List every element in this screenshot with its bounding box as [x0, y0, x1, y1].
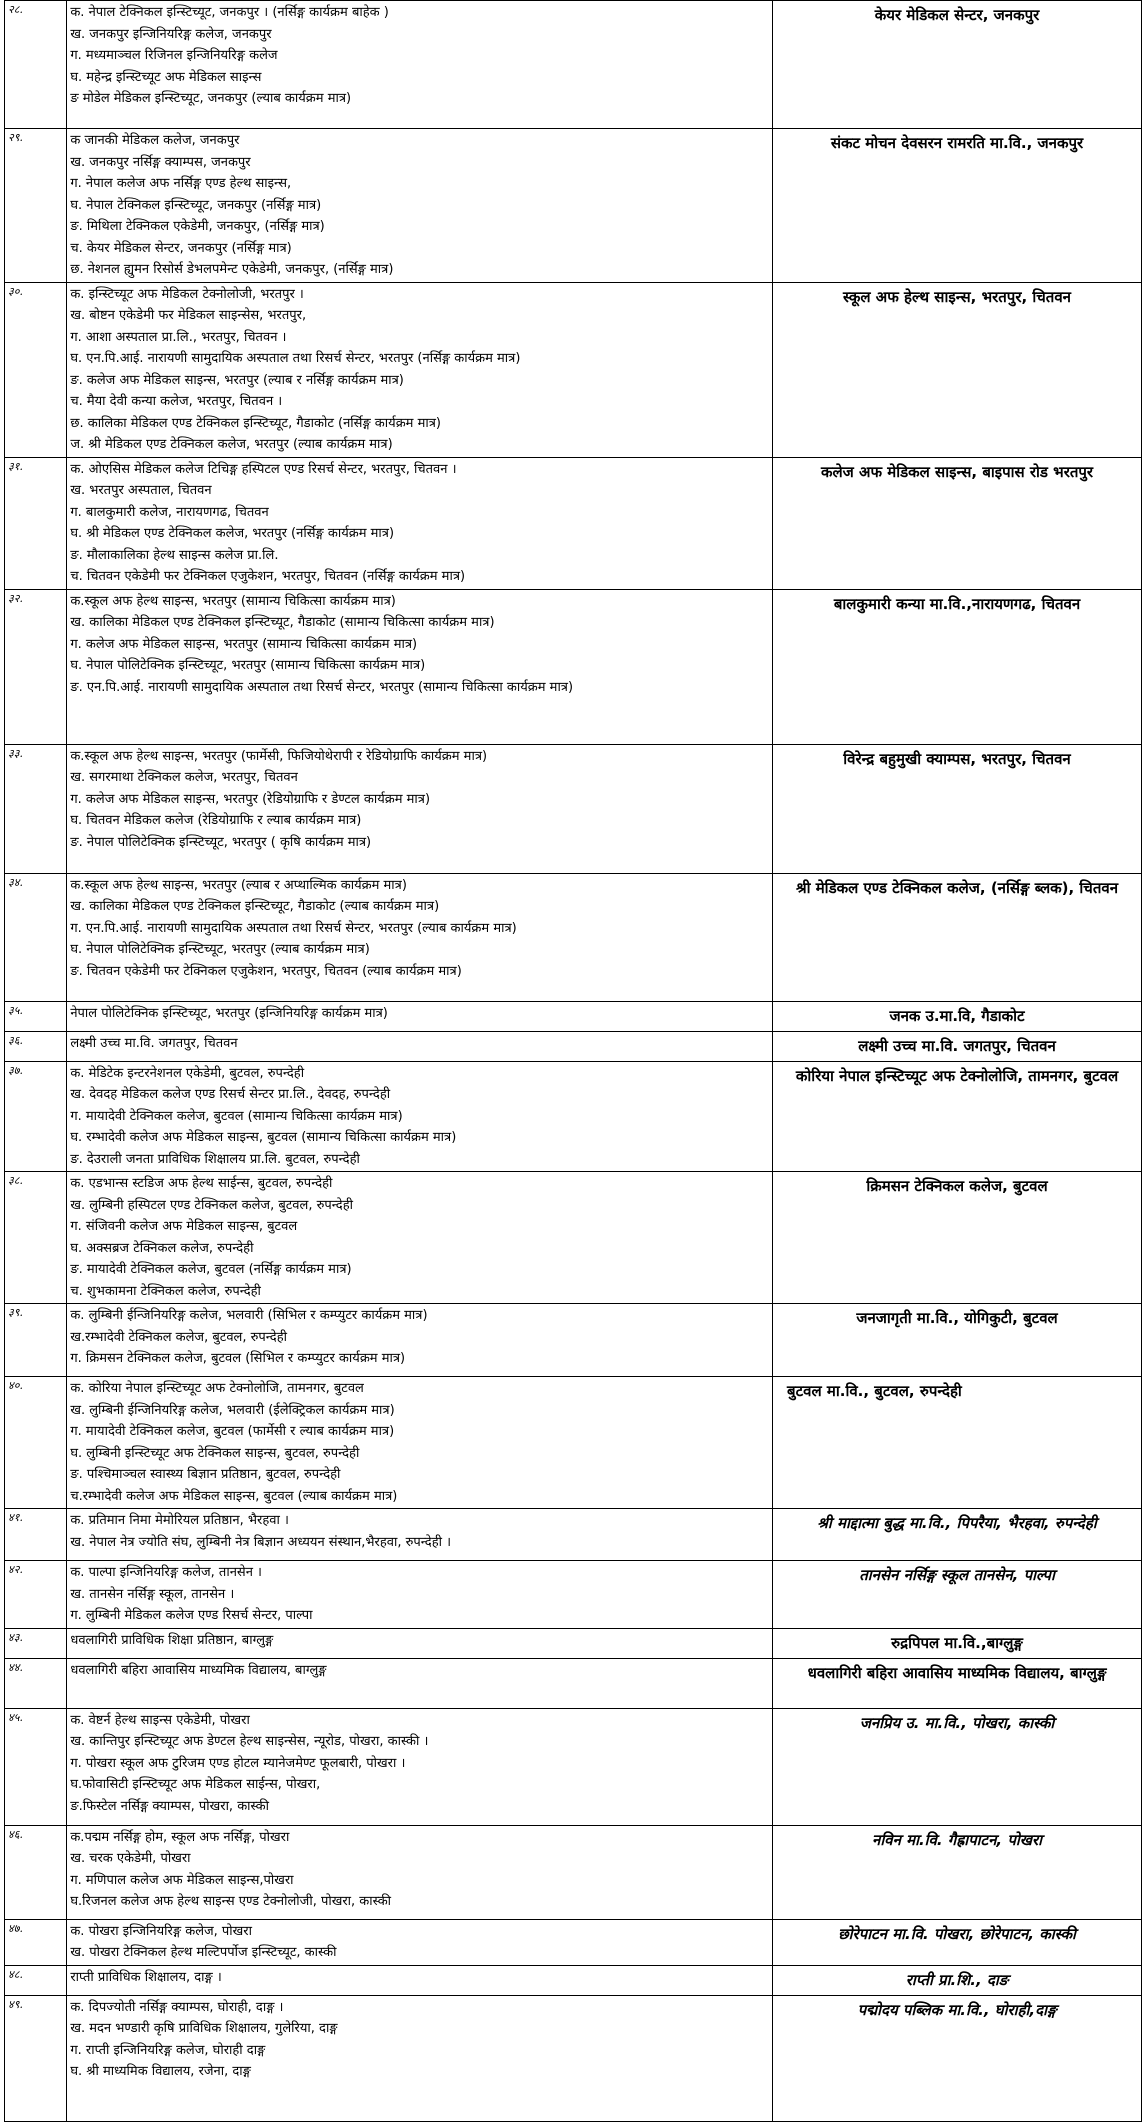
institution-item: क. प्रतिमान निमा मेमोरियल प्रतिष्ठान, भैरहवा ।	[70, 1513, 289, 1528]
institution-item: ङ. नेपाल पोलिटेक्निक इन्स्टिच्यूट, भरतपुर ( कृषि कार्यक्रम मात्र)	[70, 834, 372, 850]
exam-center: राप्ती प्रा.शि., दाङ	[773, 1965, 1142, 1995]
exam-center: नविन मा.वि. गैह्रापाटन, पोखरा	[773, 1825, 1142, 1919]
row-number: ३०.	[5, 282, 67, 457]
institution-item: धवलागिरी प्राविधिक शिक्षा प्रतिष्ठान, बाग्लुङ्ग	[70, 1632, 274, 1648]
table-row	[5, 1995, 1142, 2121]
institution-list	[67, 873, 773, 1001]
row-number: ४३.	[5, 1628, 67, 1658]
exam-center: श्री माद्दात्मा बुद्ध मा.वि., पिपरैया, भैरहवा, रुपन्देही	[773, 1509, 1142, 1561]
institution-list	[67, 1509, 773, 1561]
institution-list	[67, 1919, 773, 1965]
institution-item: घ. नेपाल टेक्निकल इन्स्टिच्यूट, जनकपुर (नर्सिङ्ग मात्र)	[70, 197, 322, 213]
institution-item: घ. श्री मेडिकल एण्ड टेक्निकल कलेज, भरतपुर (नर्सिङ्ग कार्यक्रम मात्र)	[70, 526, 395, 541]
institution-item: ख.रम्भादेवी टेक्निकल कलेज, बुटवल, रुपन्देही	[70, 1329, 287, 1345]
institution-item: नेपाल पोलिटेक्निक इन्स्टिच्यूट, भरतपुर (इन्जिनियरिङ्ग कार्यक्रम मात्र)	[70, 1005, 388, 1021]
institution-item: घ. एन.पि.आई. नारायणी सामुदायिक अस्पताल तथा रिसर्च सेन्टर, भरतपुर (नर्सिङ्ग कार्यक्रम मात्र)	[70, 351, 521, 366]
exam-center: लक्ष्मी उच्च मा.वि. जगतपुर, चितवन	[773, 1031, 1142, 1061]
exam-center: पद्मोदय पब्लिक मा.वि., घोराही,दाङ्ग	[773, 1995, 1142, 2121]
institution-item: ख. सगरमाथा टेक्निकल कलेज, भरतपुर, चितवन	[70, 770, 298, 785]
institution-item: ख. पोखरा टेक्निकल हेल्थ मल्टिपर्पोज इन्स्टिच्यूट, कास्की	[70, 1945, 337, 1960]
institution-list	[67, 1628, 773, 1658]
exam-center: केयर मेडिकल सेन्टर, जनकपुर	[773, 1, 1142, 129]
institution-list	[67, 457, 773, 589]
institution-item: ङ. मायादेवी टेक्निकल कलेज, बुटवल (नर्सिङ्ग कार्यक्रम मात्र)	[70, 1262, 352, 1277]
row-number: ३८.	[5, 1172, 67, 1304]
institution-list	[67, 1031, 773, 1061]
row-number: ३७.	[5, 1061, 67, 1172]
institution-item: ग. आशा अस्पताल प्रा.लि., भरतपुर, चितवन ।	[70, 329, 287, 345]
institution-item: घ. नेपाल पोलिटेक्निक इन्स्टिच्यूट, भरतपुर (सामान्य चिकित्सा कार्यक्रम मात्र)	[70, 658, 426, 673]
exam-center: क्रिमसन टेक्निकल कलेज, बुटवल	[773, 1172, 1142, 1304]
institution-list	[67, 1561, 773, 1629]
institution-item: ङ. मिथिला टेक्निकल एकेडेमी, जनकपुर, (नर्सिङ्ग मात्र)	[70, 219, 325, 234]
institution-item: ग. कलेज अफ मेडिकल साइन्स, भरतपुर (सामान्य चिकित्सा कार्यक्रम मात्र)	[70, 636, 418, 652]
row-number: ४१.	[5, 1509, 67, 1561]
table-row	[5, 1825, 1142, 1919]
institution-item: ङ.फिस्टेल नर्सिङ्ग क्याम्पस, पोखरा, कास्की	[70, 1798, 269, 1814]
institution-item: घ.रिजनल कलेज अफ हेल्थ साइन्स एण्ड टेक्नोलोजी, पोखरा, कास्की	[70, 1894, 392, 1909]
table-row	[5, 744, 1142, 873]
table-row	[5, 282, 1142, 457]
institution-item: ख. लुम्बिनी ईन्जिनियरिङ्ग कलेज, भलवारी (ईलेक्ट्रिकल कार्यक्रम मात्र)	[70, 1402, 395, 1418]
row-number: ४८.	[5, 1965, 67, 1995]
institution-item: ङ. कलेज अफ मेडिकल साइन्स, भरतपुर (ल्याब र नर्सिङ्ग कार्यक्रम मात्र)	[70, 372, 404, 388]
institution-item: क. वेष्टर्न हेल्थ साइन्स एकेडेमी, पोखरा	[70, 1712, 250, 1728]
institution-item: क. कोरिया नेपाल इन्स्टिच्यूट अफ टेक्नोलोजि, तामनगर, बुटवल	[70, 1381, 364, 1396]
table-row	[5, 1001, 1142, 1031]
institution-list	[67, 744, 773, 873]
institution-item: घ.फोवासिटी इन्स्टिच्यूट अफ मेडिकल साईन्स, पोखरा,	[70, 1777, 321, 1792]
institution-list	[67, 1658, 773, 1708]
institution-item: क.स्कूल अफ हेल्थ साइन्स, भरतपुर (सामान्य चिकित्सा कार्यक्रम मात्र)	[70, 593, 396, 609]
institution-item: छ. कालिका मेडिकल एण्ड टेक्निकल इन्स्टिच्यूट, गैडाकोट (नर्सिङ्ग कार्यक्रम मात्र)	[70, 415, 441, 431]
row-number: ३३.	[5, 744, 67, 873]
institution-item: धवलागिरी बहिरा आवासिय माध्यमिक विद्यालय, बाग्लुङ्ग	[70, 1662, 327, 1678]
institution-item: घ. नेपाल पोलिटेक्निक इन्स्टिच्यूट, भरतपुर (ल्याब कार्यक्रम मात्र)	[70, 942, 370, 957]
exam-center: जनप्रिय उ. मा.वि., पोखरा, कास्की	[773, 1708, 1142, 1825]
institution-item: क.पद्मम नर्सिङ्ग होम, स्कूल अफ नर्सिङ्ग, पोखरा	[70, 1829, 290, 1845]
institution-item: ग. नेपाल कलेज अफ नर्सिङ्ग एण्ड हेल्थ साइन्स,	[70, 176, 292, 191]
institution-item: ख. जनकपुर इन्जिनियरिङ्ग कलेज, जनकपुर	[70, 26, 272, 42]
institution-item: ख. देवदह मेडिकल कलेज एण्ड रिसर्च सेन्टर प्रा.लि., देवदह, रुपन्देही	[70, 1087, 391, 1102]
institution-list	[67, 589, 773, 744]
institution-list	[67, 1995, 773, 2121]
institution-list	[67, 1708, 773, 1825]
exam-center: जनजागृती मा.वि., योगिकुटी, बुटवल	[773, 1304, 1142, 1377]
institution-item: ग. संजिवनी कलेज अफ मेडिकल साइन्स, बुटवल	[70, 1219, 298, 1234]
exam-center: संकट मोचन देवसरन रामरति मा.वि., जनकपुर	[773, 129, 1142, 283]
institution-item: ङ. एन.पि.आई. नारायणी सामुदायिक अस्पताल तथा रिसर्च सेन्टर, भरतपुर (सामान्य चिकित्सा कार्यक्रम मात्र)	[70, 679, 574, 695]
institution-item: ख. चरक एकेडेमी, पोखरा	[70, 1851, 191, 1866]
institution-item: च.रम्भादेवी कलेज अफ मेडिकल साइन्स, बुटवल (ल्याब कार्यक्रम मात्र)	[70, 1488, 398, 1504]
institution-item: क. इन्स्टिच्यूट अफ मेडिकल टेक्नोलोजी, भरतपुर ।	[70, 286, 304, 302]
institution-item: ग. लुम्बिनी मेडिकल कलेज एण्ड रिसर्च सेन्टर, पाल्पा	[70, 1608, 313, 1623]
institution-item: क.स्कूल अफ हेल्थ साइन्स, भरतपुर (ल्याब र अप्थाल्मिक कार्यक्रम मात्र)	[70, 877, 407, 893]
institution-item: ङ मोडेल मेडिकल इन्स्टिच्यूट, जनकपुर (ल्याब कार्यक्रम मात्र)	[70, 91, 352, 106]
institution-item: च. चितवन एकेडेमी फर टेक्निकल एजुकेशन, भरतपुर, चितवन (नर्सिङ्ग कार्यक्रम मात्र)	[70, 569, 466, 584]
table-row	[5, 1377, 1142, 1509]
institution-item: क. ओएसिस मेडिकल कलेज टिचिङ्ग हस्पिटल एण्ड रिसर्च सेन्टर, भरतपुर, चितवन ।	[70, 461, 457, 477]
institution-item: ख. लुम्बिनी हस्पिटल एण्ड टेक्निकल कलेज, बुटवल, रुपन्देही	[70, 1197, 353, 1213]
exam-center: श्री मेडिकल एण्ड टेक्निकल कलेज, (नर्सिङ्ग ब्लक), चितवन	[773, 873, 1142, 1001]
row-number: ३१.	[5, 457, 67, 589]
row-number: ४२.	[5, 1561, 67, 1629]
exam-center: जनक उ.मा.वि, गैडाकोट	[773, 1001, 1142, 1031]
row-number: ४७.	[5, 1919, 67, 1965]
exam-center: रुद्रपिपल मा.वि.,बाग्लुङ्ग	[773, 1628, 1142, 1658]
exam-center: बुटवल मा.वि., बुटवल, रुपन्देही	[773, 1377, 1142, 1509]
exam-center: कलेज अफ मेडिकल साइन्स, बाइपास रोड भरतपुर	[773, 457, 1142, 589]
table-row	[5, 1, 1142, 129]
institution-item: क. दिपज्योती नर्सिङ्ग क्याम्पस, घोराही, दाङ्ग ।	[70, 1999, 284, 2015]
institution-item: ग. कलेज अफ मेडिकल साइन्स, भरतपुर (रेडियोग्राफि र डेण्टल कार्यक्रम मात्र)	[70, 791, 431, 807]
institution-item: ज. श्री मेडिकल एण्ड टेक्निकल कलेज, भरतपुर (ल्याब कार्यक्रम मात्र)	[70, 437, 393, 452]
row-number: ३४.	[5, 873, 67, 1001]
institution-item: घ. रम्भादेवी कलेज अफ मेडिकल साइन्स, बुटवल (सामान्य चिकित्सा कार्यक्रम मात्र)	[70, 1130, 457, 1145]
table-row	[5, 1628, 1142, 1658]
exam-center: तानसेन नर्सिङ्ग स्कूल तानसेन, पाल्पा	[773, 1561, 1142, 1629]
exam-center: कोरिया नेपाल इन्स्टिच्यूट अफ टेक्नोलोजि, तामनगर, बुटवल	[773, 1061, 1142, 1172]
institution-item: ग. मध्यमाञ्चल रिजिनल इन्जिनियरिङ्ग कलेज	[70, 48, 278, 63]
exam-center: विरेन्द्र बहुमुखी क्याम्पस, भरतपुर, चितवन	[773, 744, 1142, 873]
row-number: ४६.	[5, 1825, 67, 1919]
institution-item: राप्ती प्राविधिक शिक्षालय, दाङ्ग ।	[70, 1969, 222, 1985]
institution-list	[67, 1965, 773, 1995]
institution-item: क. पोखरा इन्जिनियरिङ्ग कलेज, पोखरा	[70, 1923, 252, 1939]
institution-list	[67, 1001, 773, 1031]
institution-item: ग. क्रिमसन टेक्निकल कलेज, बुटवल (सिभिल र कम्प्युटर कार्यक्रम मात्र)	[70, 1351, 406, 1366]
institution-item: ङ. पश्चिमाञ्चल स्वास्थ्य बिज्ञान प्रतिष्ठान, बुटवल, रुपन्देही	[70, 1467, 341, 1482]
table-row	[5, 457, 1142, 589]
institution-item: ग. मणिपाल कलेज अफ मेडिकल साइन्स,पोखरा	[70, 1872, 294, 1888]
exam-center-table	[4, 0, 1142, 2122]
exam-center: छोरेपाटन मा.वि. पोखरा, छोरेपाटन, कास्की	[773, 1919, 1142, 1965]
institution-item: ख. कान्तिपुर इन्स्टिच्यूट अफ डेण्टल हेल्थ साइन्सेस, न्यूरोड, पोखरा, कास्की ।	[70, 1734, 429, 1749]
institution-item: ङ. चितवन एकेडेमी फर टेक्निकल एजुकेशन, भरतपुर, चितवन (ल्याब कार्यक्रम मात्र)	[70, 963, 462, 979]
institution-item: क. मेडिटेक इन्टरनेशनल एकेडेमी, बुटवल, रुपन्देही	[70, 1065, 305, 1081]
institution-item: क. पाल्पा इन्जिनियरिङ्ग कलेज, तानसेन ।	[70, 1565, 262, 1580]
row-number: ४०.	[5, 1377, 67, 1509]
row-number: ४५.	[5, 1708, 67, 1825]
row-number: ३६.	[5, 1031, 67, 1061]
institution-item: लक्ष्मी उच्च मा.वि. जगतपुर, चितवन	[70, 1035, 238, 1051]
institution-item: च. केयर मेडिकल सेन्टर, जनकपुर (नर्सिङ्ग मात्र)	[70, 240, 292, 256]
institution-list	[67, 1061, 773, 1172]
institution-list	[67, 1172, 773, 1304]
institution-item: ग. राप्ती इन्जिनियरिङ्ग कलेज, घोराही दाङ्ग	[70, 2042, 266, 2058]
exam-center: धवलागिरी बहिरा आवासिय माध्यमिक विद्यालय, बाग्लुङ्ग	[773, 1658, 1142, 1708]
table-row	[5, 589, 1142, 744]
table-row	[5, 1561, 1142, 1629]
row-number: ३५.	[5, 1001, 67, 1031]
row-number: २९.	[5, 129, 67, 283]
table-row	[5, 1919, 1142, 1965]
institution-list	[67, 1377, 773, 1509]
row-number: २८.	[5, 1, 67, 129]
table-row	[5, 1965, 1142, 1995]
institution-item: ख. जनकपुर नर्सिङ्ग क्याम्पस, जनकपुर	[70, 154, 251, 170]
institution-list	[67, 282, 773, 457]
exam-center: स्कूल अफ हेल्थ साइन्स, भरतपुर, चितवन	[773, 282, 1142, 457]
institution-item: ग. पोखरा स्कूल अफ टुरिजम एण्ड होटल म्यानेजमेण्ट फूलबारी, पोखरा ।	[70, 1755, 406, 1771]
table-row	[5, 873, 1142, 1001]
institution-item: ख. कालिका मेडिकल एण्ड टेक्निकल इन्स्टिच्यूट, गैडाकोट (ल्याब कार्यक्रम मात्र)	[70, 899, 440, 914]
institution-item: घ. महेन्द्र इन्स्टिच्यूट अफ मेडिकल साइन्स	[70, 69, 262, 85]
institution-item: क. लुम्बिनी ईन्जिनियरिङ्ग कलेज, भलवारी (सिभिल र कम्प्युटर कार्यक्रम मात्र)	[70, 1308, 428, 1323]
institution-item: ख. मदन भण्डारी कृषि प्राविधिक शिक्षालय, गुलेरिया, दाङ्ग	[70, 2021, 338, 2036]
institution-item: घ. चितवन मेडिकल कलेज (रेडियोग्राफि र ल्याब कार्यक्रम मात्र)	[70, 813, 362, 828]
institution-item: च. शुभकामना टेक्निकल कलेज, रुपन्देही	[70, 1283, 261, 1299]
institution-list	[67, 129, 773, 283]
institution-item: घ. लुम्बिनी इन्स्टिच्यूट अफ टेक्निकल साइन्स, बुटवल, रुपन्देही	[70, 1445, 360, 1461]
institution-item: ङ. देउराली जनता प्राविधिक शिक्षालय प्रा.लि. बुटवल, रुपन्देही	[70, 1151, 360, 1167]
institution-item: छ. नेशनल ह्युमन रिसोर्स डेभलपमेन्ट एकेडेमी, जनकपुर, (नर्सिङ्ग मात्र)	[70, 262, 394, 277]
institution-item: ग. बालकुमारी कलेज, नारायणगढ, चितवन	[70, 504, 269, 520]
institution-item: क. एडभान्स स्टडिज अफ हेल्थ साईन्स, बुटवल, रुपन्देही	[70, 1176, 333, 1191]
row-number: ४४.	[5, 1658, 67, 1708]
table-row	[5, 1509, 1142, 1561]
institution-list	[67, 1, 773, 129]
row-number: ४९.	[5, 1995, 67, 2121]
institution-item: ङ. मौलाकालिका हेल्थ साइन्स कलेज प्रा.लि.	[70, 547, 279, 563]
institution-item: ग. एन.पि.आई. नारायणी सामुदायिक अस्पताल तथा रिसर्च सेन्टर, भरतपुर (ल्याब कार्यक्रम मात्र)	[70, 920, 517, 936]
institution-item: क. नेपाल टेक्निकल इन्स्टिच्यूट, जनकपुर । (नर्सिङ्ग कार्यक्रम बाहेक )	[70, 5, 389, 20]
row-number: ३९.	[5, 1304, 67, 1377]
institution-item: घ. श्री माध्यमिक विद्यालय, रजेना, दाङ्ग	[70, 2064, 251, 2079]
institution-list	[67, 1825, 773, 1919]
institution-item: ग. मायादेवी टेक्निकल कलेज, बुटवल (फार्मेसी र ल्याब कार्यक्रम मात्र)	[70, 1424, 395, 1439]
table-row	[5, 1708, 1142, 1825]
institution-item: घ. अक्सब्रज टेक्निकल कलेज, रुपन्देही	[70, 1240, 254, 1256]
institution-item: ख. नेपाल नेत्र ज्योति संघ, लुम्बिनी नेत्र बिज्ञान अध्ययन संस्थान,भैरहवा, रुपन्देही ।	[70, 1534, 452, 1550]
table-row	[5, 1658, 1142, 1708]
institution-item: ख. तानसेन नर्सिङ्ग स्कूल, तानसेन ।	[70, 1586, 235, 1602]
institution-item: ख. भरतपुर अस्पताल, चितवन	[70, 483, 212, 498]
institution-item: ग. मायादेवी टेक्निकल कलेज, बुटवल (सामान्य चिकित्सा कार्यक्रम मात्र)	[70, 1108, 403, 1124]
institution-item: ख. बोष्टन एकेडेमी फर मेडिकल साइन्सेस, भरतपुर,	[70, 308, 307, 323]
table-row	[5, 1304, 1142, 1377]
institution-item: क जानकी मेडिकल कलेज, जनकपुर	[70, 133, 240, 148]
institution-list	[67, 1304, 773, 1377]
row-number: ३२.	[5, 589, 67, 744]
institution-item: च. मैया देवी कन्या कलेज, भरतपुर, चितवन ।	[70, 394, 283, 409]
table-row	[5, 1061, 1142, 1172]
table-row	[5, 1172, 1142, 1304]
table-row	[5, 1031, 1142, 1061]
table-row	[5, 129, 1142, 283]
institution-item: ख. कालिका मेडिकल एण्ड टेक्निकल इन्स्टिच्यूट, गैडाकोट (सामान्य चिकित्सा कार्यक्रम मात्र)	[70, 615, 495, 630]
institution-item: क.स्कूल अफ हेल्थ साइन्स, भरतपुर (फार्मेसी, फिजियोथेरापी र रेडियोग्राफि कार्यक्रम मात्र)	[70, 748, 488, 764]
exam-center: बालकुमारी कन्या मा.वि.,नारायणगढ, चितवन	[773, 589, 1142, 744]
